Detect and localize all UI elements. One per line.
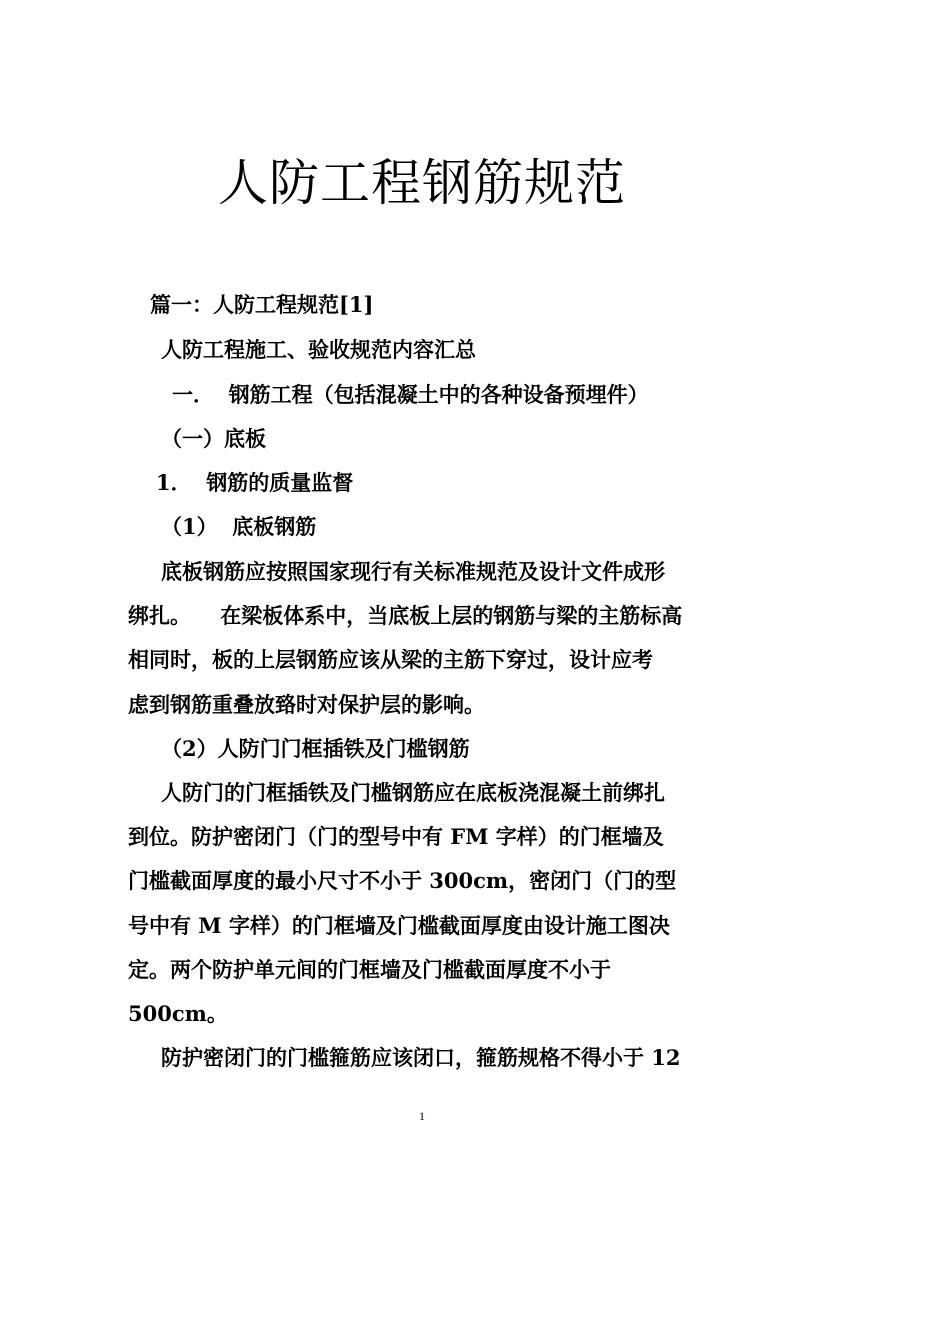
page-number: 1 (419, 1109, 425, 1123)
article-heading: 篇一：人防工程规范[1] (150, 292, 374, 317)
summary-heading: 人防工程施工、验收规范内容汇总 (161, 337, 476, 362)
item-heading-door-frame: （2）人防门门框插铁及门槛钢筋 (161, 736, 470, 761)
section-heading-rebar: 一． 钢筋工程（包括混凝土中的各种设备预埋件） (172, 382, 649, 407)
paragraph-line: 相同时，板的上层钢筋应该从梁的主筋下穿过，设计应考 (128, 647, 653, 672)
paragraph-line: 人防门的门框插铁及门槛钢筋应在底板浇混凝土前绑扎 (161, 780, 665, 805)
paragraph-line: 门槛截面厚度的最小尺寸不小于 300cm，密闭门（门的型 (128, 868, 677, 893)
item-heading-quality: 1． 钢筋的质量监督 (156, 470, 354, 495)
paragraph-line: 防护密闭门的门槛箍筋应该闭口，箍筋规格不得小于 12 (161, 1045, 681, 1070)
paragraph-line: 到位。防护密闭门（门的型号中有 FM 字样）的门框墙及 (128, 824, 664, 849)
paragraph-line: 绑扎。 在梁板体系中，当底板上层的钢筋与梁的主筋标高 (128, 603, 683, 628)
paragraph-line: 底板钢筋应按照国家现行有关标准规范及设计文件成形 (161, 559, 665, 584)
paragraph-line: 500cm。 (128, 1001, 228, 1026)
subsection-heading-baseplate: （一）底板 (161, 426, 266, 451)
document-title: 人防工程钢筋规范 (218, 154, 626, 212)
paragraph-line: 号中有 M 字样）的门框墙及门槛截面厚度由设计施工图决 (128, 913, 670, 938)
paragraph-line: 定。两个防护单元间的门框墙及门槛截面厚度不小于 (128, 957, 611, 982)
paragraph-line: 虑到钢筋重叠放臵时对保护层的影响。 (128, 692, 485, 717)
item-heading-baseplate-rebar: （1） 底板钢筋 (161, 514, 317, 539)
